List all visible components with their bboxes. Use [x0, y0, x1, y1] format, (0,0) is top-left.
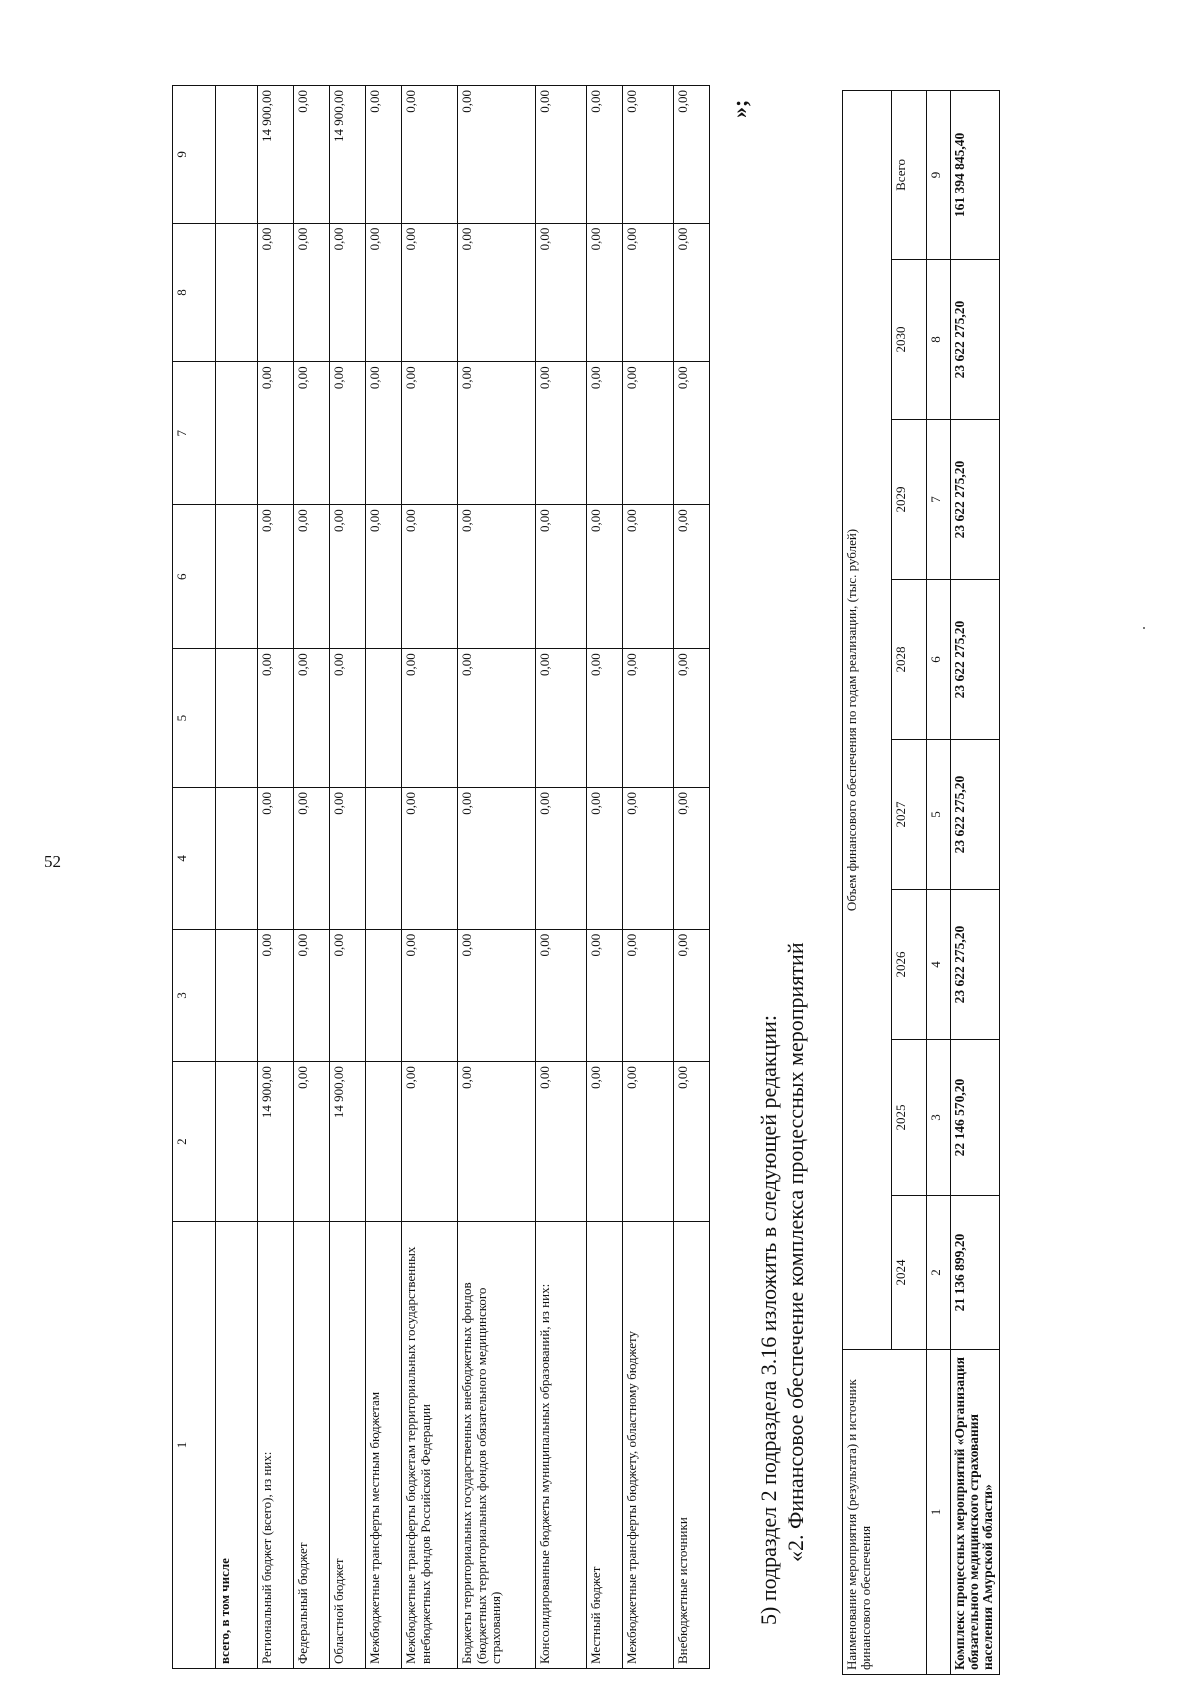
- upper-col-header: 6: [173, 505, 216, 649]
- cell-value: 23 622 275,20: [951, 890, 1000, 1040]
- row-label: Местный бюджет: [587, 1222, 623, 1669]
- cell-value: 0,00: [674, 649, 710, 788]
- upper-col-header: 9: [173, 86, 216, 224]
- row-label: Комплекс процессных мероприятий «Организация обязательного медицинского страхования населения Амурской области»: [951, 1350, 1000, 1675]
- table-row: [536, 86, 587, 1669]
- cell-value: 0,00: [258, 787, 294, 929]
- cell-value: 23 622 275,20: [951, 580, 1000, 740]
- cell-value: 0,00: [587, 223, 623, 362]
- cell-value: 0,00: [623, 505, 674, 649]
- upper-col-header: 8: [173, 223, 216, 362]
- table-row: [258, 86, 294, 1669]
- cell-value: 0,00: [674, 223, 710, 362]
- cell-value: 0,00: [458, 787, 536, 929]
- cell-value: 0,00: [458, 1062, 536, 1222]
- cell-value: 0,00: [674, 1062, 710, 1222]
- cell-value: 0,00: [366, 362, 402, 505]
- cell-value: [366, 649, 402, 788]
- col-number: 3: [927, 1040, 951, 1196]
- cell-value: 0,00: [294, 362, 330, 505]
- cell-value: 0,00: [458, 929, 536, 1061]
- cell-value: 0,00: [587, 362, 623, 505]
- table-row: [951, 90, 1000, 1674]
- cell-value: 0,00: [536, 362, 587, 505]
- col-number: 8: [927, 260, 951, 420]
- cell-value: [216, 929, 258, 1061]
- cell-value: 22 146 570,20: [951, 1040, 1000, 1196]
- cell-value: 0,00: [330, 223, 366, 362]
- cell-value: 0,00: [330, 649, 366, 788]
- upper-col-header: 3: [173, 929, 216, 1061]
- col-number: 9: [927, 90, 951, 259]
- cell-value: 14 900,00: [330, 1062, 366, 1222]
- col-number: 6: [927, 580, 951, 740]
- cell-value: 0,00: [623, 929, 674, 1061]
- year-header: 2026: [892, 890, 927, 1040]
- cell-value: 0,00: [674, 787, 710, 929]
- row-label: всего, в том числе: [216, 1222, 258, 1669]
- upper-col-header: 5: [173, 649, 216, 788]
- cell-value: 0,00: [587, 787, 623, 929]
- cell-value: 0,00: [674, 505, 710, 649]
- section-heading: «2. Финансовое обеспечение комплекса процессных мероприятий: [783, 942, 808, 1562]
- cell-value: 0,00: [623, 362, 674, 505]
- cell-value: 0,00: [330, 505, 366, 649]
- cell-value: 0,00: [458, 223, 536, 362]
- cell-value: [216, 223, 258, 362]
- cell-value: 0,00: [587, 86, 623, 224]
- upper-col-header: 4: [173, 787, 216, 929]
- year-header: 2025: [892, 1040, 927, 1196]
- cell-value: 0,00: [536, 1062, 587, 1222]
- cell-value: 0,00: [258, 649, 294, 788]
- cell-value: 0,00: [366, 86, 402, 224]
- table-row: [623, 86, 674, 1669]
- cell-value: 0,00: [258, 362, 294, 505]
- cell-value: 0,00: [587, 649, 623, 788]
- col-number: 2: [927, 1196, 951, 1350]
- row-label: Внебюджетные источники: [674, 1222, 710, 1669]
- cell-value: 0,00: [330, 362, 366, 505]
- cell-value: 0,00: [330, 787, 366, 929]
- cell-value: [216, 649, 258, 788]
- table-row: [674, 86, 710, 1669]
- cell-value: 23 622 275,20: [951, 260, 1000, 420]
- cell-value: 0,00: [294, 223, 330, 362]
- name-source-header: Наименование мероприятия (результата) и источник финансового обеспечения: [843, 1350, 927, 1675]
- cell-value: [216, 505, 258, 649]
- lower-table-header-row: [843, 90, 892, 1674]
- cell-value: [366, 929, 402, 1061]
- volume-header: Объем финансового обеспечения по годам реализации, (тыс. рублей): [843, 90, 892, 1349]
- year-header: 2027: [892, 740, 927, 890]
- cell-value: 0,00: [536, 505, 587, 649]
- cell-value: 14 900,00: [258, 1062, 294, 1222]
- cell-value: 0,00: [402, 787, 458, 929]
- cell-value: 14 900,00: [330, 86, 366, 224]
- cell-value: 0,00: [587, 1062, 623, 1222]
- cell-value: 23 622 275,20: [951, 420, 1000, 580]
- cell-value: 0,00: [674, 362, 710, 505]
- cell-value: 0,00: [623, 787, 674, 929]
- col-number: 1: [927, 1350, 951, 1675]
- table-row: [458, 86, 536, 1669]
- closing-quote-mark: »;: [727, 99, 752, 118]
- cell-value: 0,00: [366, 223, 402, 362]
- cell-value: [366, 1062, 402, 1222]
- cell-value: 0,00: [402, 929, 458, 1061]
- row-label: Областной бюджет: [330, 1222, 366, 1669]
- cell-value: 0,00: [258, 223, 294, 362]
- scan-speck: [1143, 627, 1145, 629]
- cell-value: [366, 787, 402, 929]
- cell-value: 0,00: [294, 1062, 330, 1222]
- table-row: [587, 86, 623, 1669]
- total-header: Всего: [892, 90, 927, 259]
- page-number: 52: [44, 852, 61, 871]
- table-row: [216, 86, 258, 1669]
- cell-value: [216, 1062, 258, 1222]
- process-complex-funding-table: [842, 90, 1000, 1675]
- year-header: 2024: [892, 1196, 927, 1350]
- cell-value: 0,00: [458, 86, 536, 224]
- cell-value: 0,00: [294, 86, 330, 224]
- col-number: 7: [927, 420, 951, 580]
- col-number: 4: [927, 890, 951, 1040]
- cell-value: 0,00: [674, 86, 710, 224]
- row-label: Межбюджетные трансферты бюджетам территориальных государственных внебюджетных фондов Российской Федерации: [402, 1222, 458, 1669]
- cell-value: 0,00: [402, 1062, 458, 1222]
- cell-value: 0,00: [536, 649, 587, 788]
- col-number: 5: [927, 740, 951, 890]
- cell-value: 161 394 845,40: [951, 90, 1000, 259]
- row-label: Консолидированные бюджеты муниципальных образований, из них:: [536, 1222, 587, 1669]
- table-row: [294, 86, 330, 1669]
- cell-value: 0,00: [294, 929, 330, 1061]
- year-header: 2028: [892, 580, 927, 740]
- cell-value: [216, 86, 258, 224]
- cell-value: 0,00: [258, 505, 294, 649]
- row-label: Федеральный бюджет: [294, 1222, 330, 1669]
- cell-value: [216, 787, 258, 929]
- cell-value: 0,00: [402, 223, 458, 362]
- cell-value: 0,00: [674, 929, 710, 1061]
- lower-table-colnum-row: [927, 90, 951, 1674]
- cell-value: 0,00: [402, 362, 458, 505]
- section-instruction: 5) подраздел 2 подраздела 3.16 изложить в следующей редакции:: [756, 1014, 781, 1625]
- cell-value: 0,00: [402, 86, 458, 224]
- cell-value: 0,00: [536, 787, 587, 929]
- row-label: Межбюджетные трансферты местным бюджетам: [366, 1222, 402, 1669]
- table-row: [330, 86, 366, 1669]
- cell-value: 0,00: [294, 505, 330, 649]
- upper-col-header: 1: [173, 1222, 216, 1669]
- upper-col-header: 2: [173, 1062, 216, 1222]
- cell-value: 21 136 899,20: [951, 1196, 1000, 1350]
- cell-value: 0,00: [623, 86, 674, 224]
- cell-value: 0,00: [623, 1062, 674, 1222]
- upper-table-header-row: [173, 86, 216, 1669]
- cell-value: 0,00: [458, 649, 536, 788]
- cell-value: 0,00: [458, 505, 536, 649]
- upper-funding-table: [172, 85, 710, 1669]
- cell-value: 23 622 275,20: [951, 740, 1000, 890]
- cell-value: 0,00: [294, 649, 330, 788]
- year-header: 2030: [892, 260, 927, 420]
- cell-value: 0,00: [536, 929, 587, 1061]
- cell-value: 0,00: [366, 505, 402, 649]
- cell-value: 0,00: [623, 223, 674, 362]
- table-row: [402, 86, 458, 1669]
- cell-value: [216, 362, 258, 505]
- year-header: 2029: [892, 420, 927, 580]
- cell-value: 0,00: [258, 929, 294, 1061]
- cell-value: 0,00: [294, 787, 330, 929]
- table-row: [366, 86, 402, 1669]
- cell-value: 0,00: [587, 929, 623, 1061]
- cell-value: 0,00: [458, 362, 536, 505]
- cell-value: 0,00: [536, 86, 587, 224]
- cell-value: 0,00: [587, 505, 623, 649]
- cell-value: 0,00: [623, 649, 674, 788]
- row-label: Бюджеты территориальных государственных внебюджетных фондов (бюджетных территориальных фондов обязательного медицинского страхования): [458, 1222, 536, 1669]
- cell-value: 0,00: [330, 929, 366, 1061]
- cell-value: 0,00: [536, 223, 587, 362]
- upper-col-header: 7: [173, 362, 216, 505]
- cell-value: 14 900,00: [258, 86, 294, 224]
- cell-value: 0,00: [402, 505, 458, 649]
- row-label: Межбюджетные трансферты бюджету, областному бюджету: [623, 1222, 674, 1669]
- cell-value: 0,00: [402, 649, 458, 788]
- row-label: Региональный бюджет (всего), из них:: [258, 1222, 294, 1669]
